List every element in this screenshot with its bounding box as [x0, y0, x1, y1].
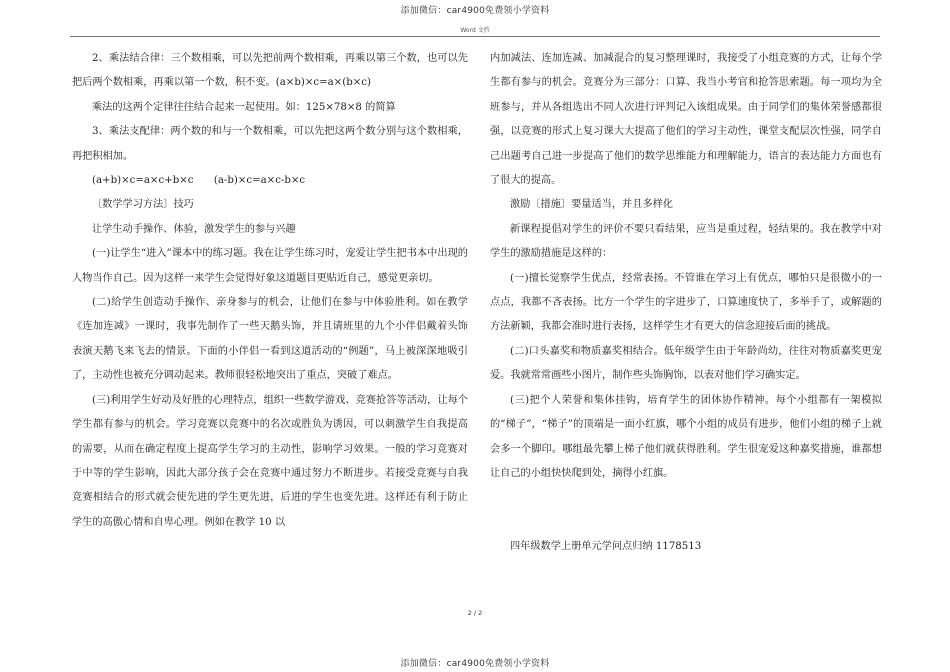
- formula-distributive: (a+b)×c=a×c+b×c (a-b)×c=a×c-b×c: [92, 175, 306, 187]
- paragraph-team-honor: (三)把个人荣誉和集体挂钩，培育学生的团体协作精神。每个小组都有一架模拟的“梯子”，“梯子”的顶端是一面小红旗，哪个小组的成员有进步，他们小组的梯子上就会多一个脚印。哪组最先攀上梯子他们就获得胜利。学生很宠爱这种嘉奖措施，谁都想让自己的小组快快爬到处，摘得小红旗。: [490, 394, 882, 479]
- right-column: [490, 47, 882, 560]
- watermark-bottom: 添加微信：car4900免费领小学资料: [400, 659, 550, 669]
- document-type-label: Word 文档: [460, 27, 490, 34]
- subheading-hands-on: 让学生动手操作、体验，激发学生的参与兴趣: [92, 223, 296, 235]
- watermark-top: 添加微信：car4900免费领小学资料: [400, 6, 550, 16]
- header-divider: [70, 36, 880, 37]
- paragraph-point-one: (一)让学生“进入”课本中的练习题。我在让学生练习时，宠爱让学生把书本中出现的人物当作自己。因为这样一来学生会觉得好象这道题目更贴近自己，感觉更亲切。: [72, 248, 468, 284]
- subheading-incentives: 激励〔措施〕要量适当，并且多样化: [510, 199, 673, 211]
- left-column: [72, 47, 468, 535]
- paragraph-associative-law: 2、乘法结合律：三个数相乘，可以先把前两个数相乘，再乘以第三个数，也可以先把后两个数相乘，再乘以第一个数，积不变。(a×b)×c=a×(b×c): [72, 53, 468, 89]
- page-number: 2 / 2: [467, 609, 483, 617]
- paragraph-praise: (一)擅长觉察学生优点，经常表扬。不管谁在学习上有优点，哪怕只是很微小的一点点，我都不吝表扬。比方一个学生的字进步了，口算速度快了，多举手了，或解题的方法新颖，我都会准时进行表扬，这样学生才有更大的信念迎接后面的挑战。: [490, 272, 882, 333]
- paragraph-rewards: (二)口头嘉奖和物质嘉奖相结合。低年级学生由于年龄尚幼，往往对物质嘉奖更宠爱。我就常常画些小图片，制作些头饰胸饰，以表对他们学习确实定。: [490, 345, 882, 382]
- paragraph-incentive-intro: 新课程提倡对学生的评价不要只看结果，应当是重过程，轻结果的。我在教学中对学生的激励措施是这样的：: [490, 223, 882, 260]
- paragraph-point-three: (三)利用学生好动及好胜的心理特点，组织一些数学游戏、竞赛抢答等活动，让每个学生都有参与的机会。学习竞赛以竞赛中的名次或胜负为诱因，可以刺激学生自我提高的需要，从而在确定程度上提高学生学习的主动性，影响学习效果。一般的学习竞赛对于中等的学生影响，因此大部分孩子会在竞赛中通过努力不断进步。若接受竞赛与自我竞赛相结合的形式就会使先进的学生更先进，后进的学生也变先进。这样还有利于防止学生的高傲心情和自卑心理。例如在教学 10 以: [72, 394, 468, 528]
- section-heading-study-method: 〔数学学习方法〕技巧: [92, 199, 194, 211]
- paragraph-continued: 内加减法、连加连减、加减混合的复习整理课时，我接受了小组竞赛的方式，让每个学生都有参与的机会。竞赛分为三部分：口算、我当小考官和抢答思索题。每一项均为全班参与，并从各组选出不同人次进行评判记入该组成果。由于同学们的集体荣誉感都很强，以竞赛的形式上复习课大大提高了他们的学习主动性，课堂支配层次性强，同学自己出题考自己进一步提高了他们的数学思维能力和理解能力，语言的表达能力方面也有了很大的提高。: [490, 53, 882, 187]
- next-document-title: 四年级数学上册单元学问点归纳 1178513: [510, 541, 702, 553]
- paragraph-point-two: (二)给学生创造动手操作、亲身参与的机会，让他们在参与中体验胜利。如在教学《连加连减》一课时，我事先制作了一些天鹅头饰，并且请班里的九个小伴侣戴着头饰表演天鹅飞来飞去的情景。下面的小伴侣一看到这道活动的“例题”，马上被深深地吸引了，主动性也被充分调动起来。教师很轻松地突出了重点，突破了难点。: [72, 297, 468, 382]
- paragraph-combined-use: 乘法的这两个定律往往结合起来一起使用。如：125×78×8 的简算: [92, 101, 396, 113]
- paragraph-distributive-law: 3、乘法支配律：两个数的和与一个数相乘，可以先把这两个数分别与这个数相乘，再把积相加。: [72, 126, 468, 162]
